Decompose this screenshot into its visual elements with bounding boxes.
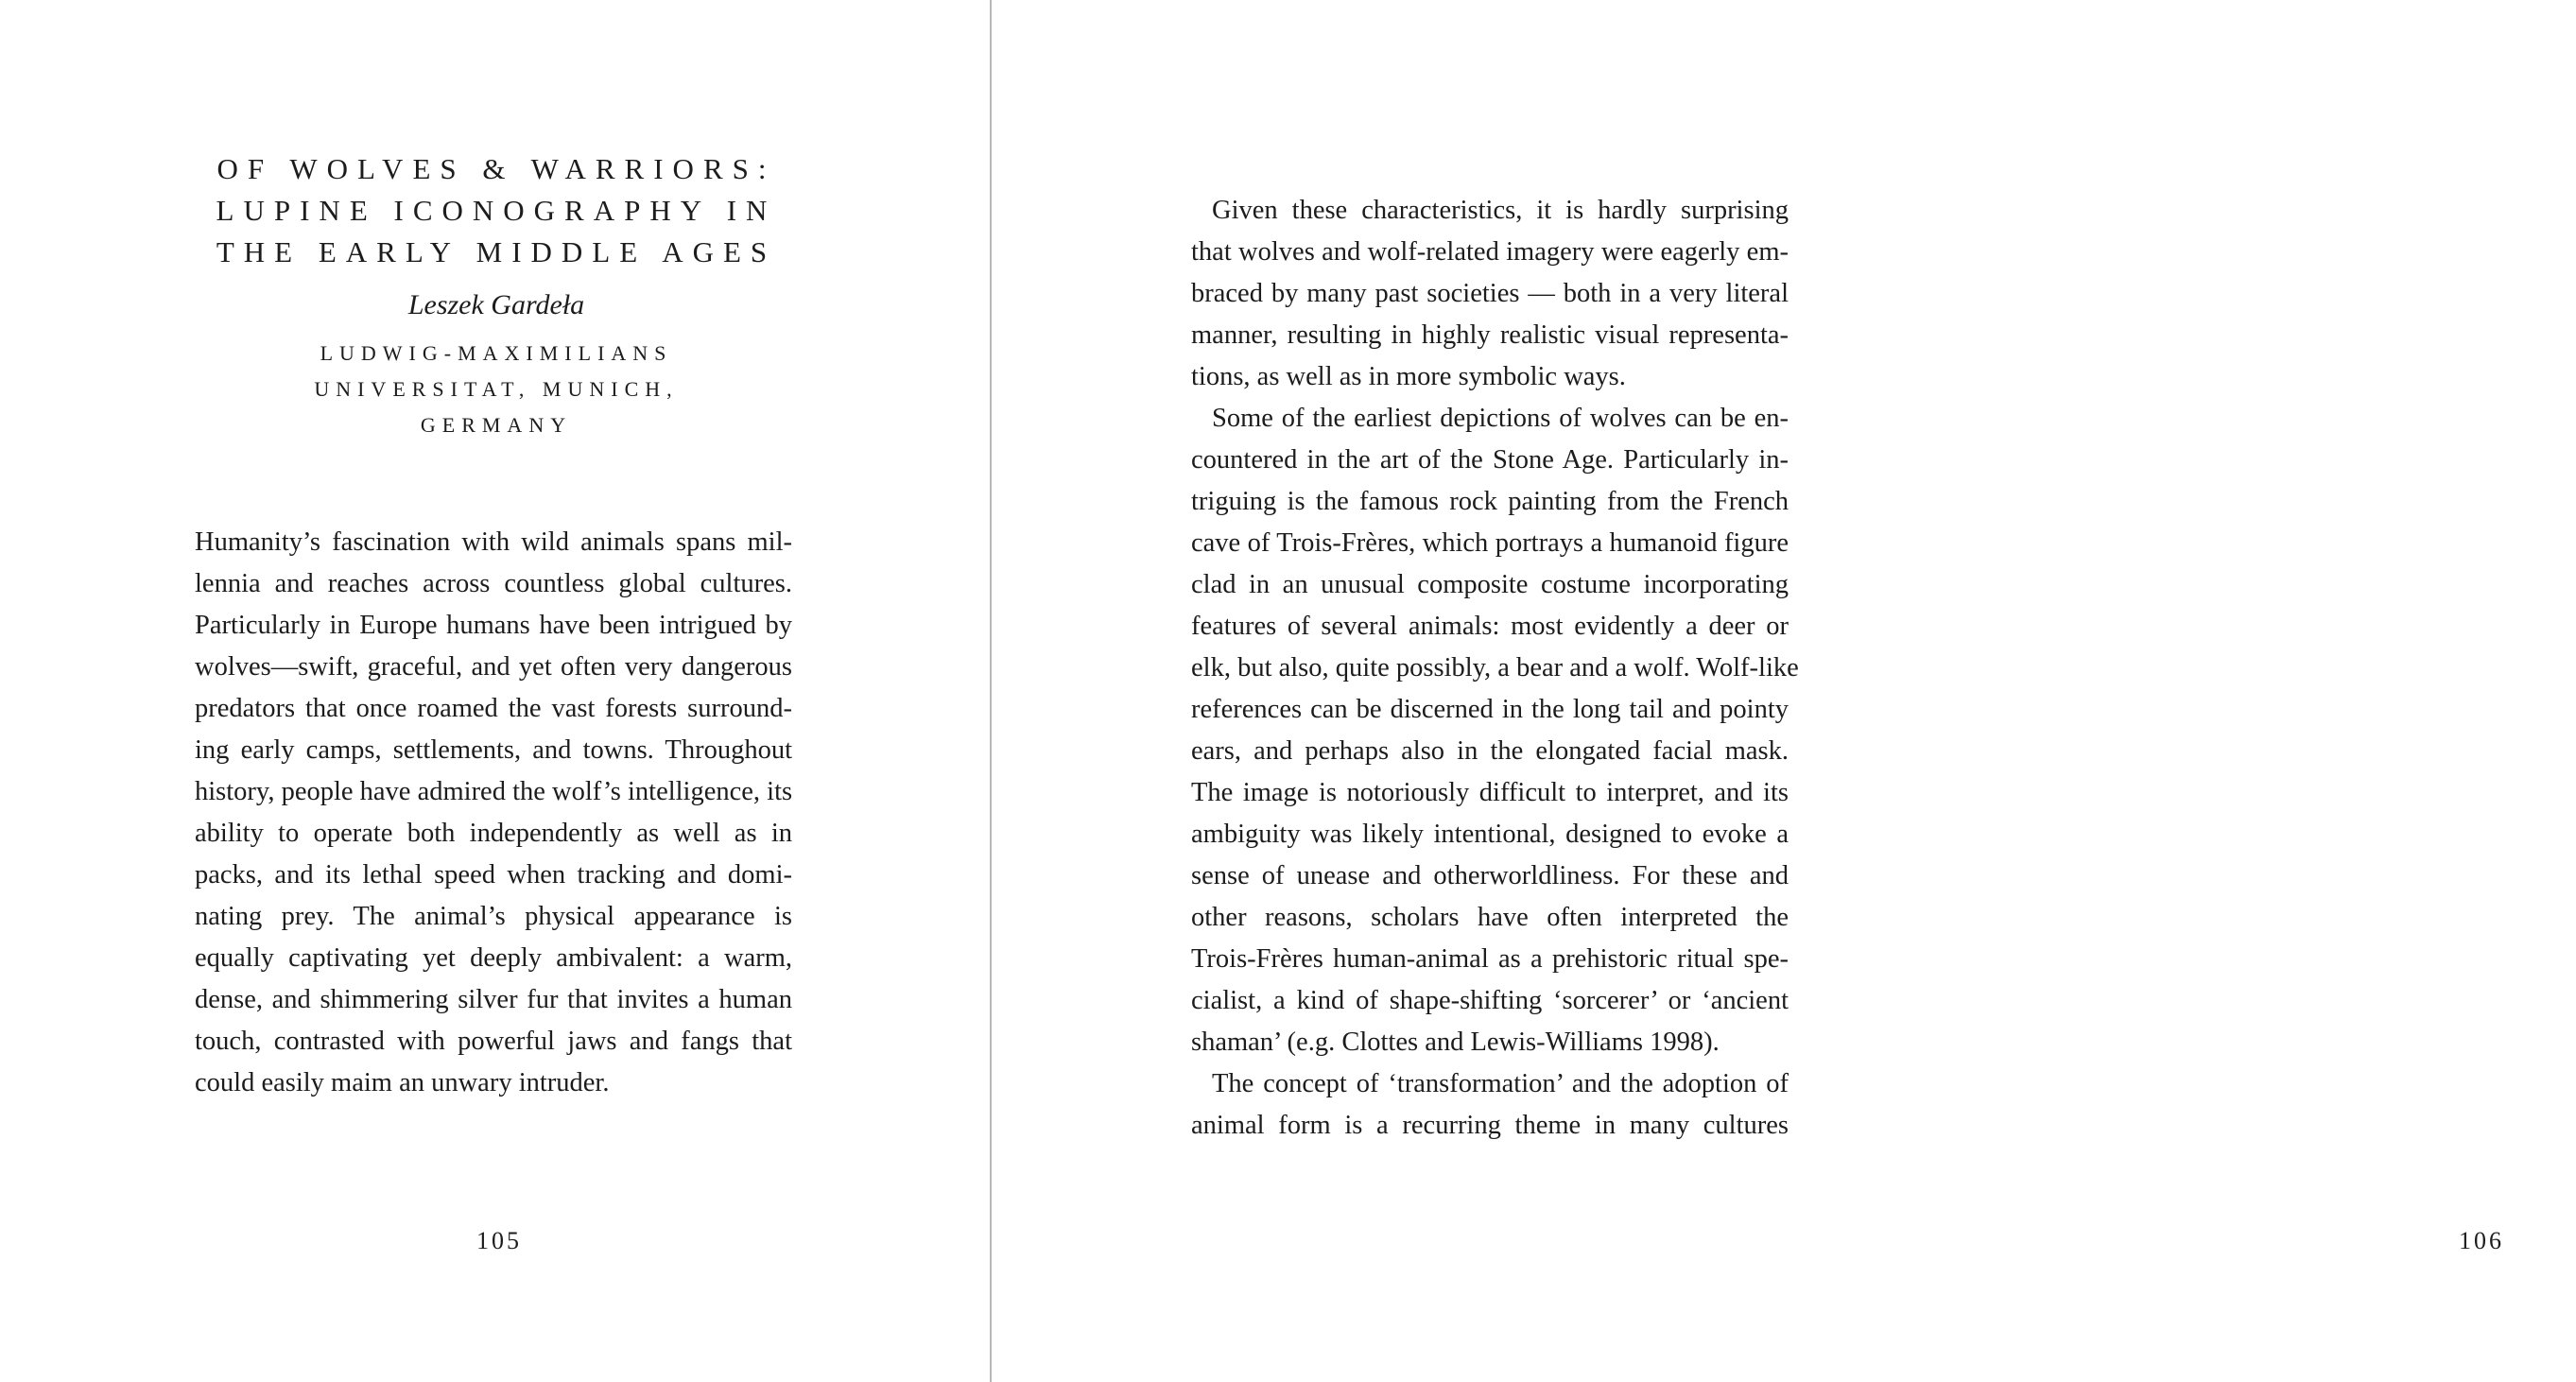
text-line: Trois-Frères human-animal as a prehistoric ritual spe- (1191, 944, 1789, 974)
text-line: other reasons, scholars have often interpreted the (1191, 903, 1789, 932)
text-line: The concept of ‘transformation’ and the adoption of (1212, 1069, 1789, 1098)
author-name: Leszek Gardeła (407, 289, 585, 320)
chapter-title-line: THE EARLY MIDDLE AGES (216, 235, 777, 268)
text-line: lennia and reaches across countless global cultures. (195, 569, 792, 598)
text-line: wolves—swift, graceful, and yet often very dangerous (195, 652, 792, 682)
chapter-heading (194, 148, 799, 443)
right-page (992, 0, 2504, 1382)
text-line: clad in an unusual composite costume incorporating (1191, 570, 1789, 599)
text-line: The image is notoriously difficult to interpret, and its (1191, 778, 1789, 807)
text-line: elk, but also, quite possibly, a bear and a wolf. Wolf-like (1191, 653, 1799, 682)
text-line: references can be discerned in the long tail and pointy (1191, 695, 1789, 724)
text-line: Humanity’s fascination with wild animals spans mil- (195, 527, 792, 557)
text-line: triguing is the famous rock painting from the French (1191, 487, 1789, 516)
text-line: tions, as well as in more symbolic ways. (1191, 362, 1626, 391)
affiliation-line: UNIVERSITAT, MUNICH, (314, 377, 679, 401)
text-line: animal form is a recurring theme in many cultures (1191, 1111, 1789, 1140)
text-line: history, people have admired the wolf’s intelligence, its (195, 777, 793, 806)
chapter-title-line: LUPINE ICONOGRAPHY IN (216, 194, 777, 227)
text-line: cave of Trois-Frères, which portrays a humanoid figure (1191, 528, 1789, 558)
text-line: Particularly in Europe humans have been intrigued by (195, 611, 792, 640)
text-line: Some of the earliest depictions of wolves can be en- (1212, 404, 1789, 433)
text-line: ears, and perhaps also in the elongated facial mask. (1191, 736, 1789, 766)
text-line: predators that once roamed the vast forests surround- (195, 694, 792, 723)
text-line: braced by many past societies — both in a very literal (1191, 279, 1789, 308)
text-line: dense, and shimmering silver fur that invites a human (195, 985, 792, 1014)
text-line: nating prey. The animal’s physical appearance is (195, 902, 792, 931)
text-line: cialist, a kind of shape-shifting ‘sorcerer’ or ‘ancient (1191, 986, 1789, 1015)
text-line: features of several animals: most evidently a deer or (1191, 612, 1789, 641)
right-body-text (1191, 190, 1799, 1147)
author-affiliation (194, 336, 799, 443)
page-number: 106 (2459, 1227, 2504, 1254)
text-line: that wolves and wolf-related imagery were eagerly em- (1191, 237, 1789, 267)
text-line: sense of unease and otherworldliness. For these and (1191, 861, 1789, 890)
text-line: packs, and its lethal speed when tracking and domi- (195, 860, 792, 890)
text-line: equally captivating yet deeply ambivalent: a warm, (195, 943, 792, 973)
text-line: Given these characteristics, it is hardly surprising (1212, 196, 1789, 225)
left-body-paragraph (195, 522, 792, 1104)
text-line: could easily maim an unwary intruder. (195, 1068, 610, 1097)
text-line: manner, resulting in highly realistic visual representa- (1191, 320, 1789, 350)
affiliation-line: LUDWIG-MAXIMILIANS (320, 341, 673, 365)
text-line: ambiguity was likely intentional, designed to evoke a (1191, 820, 1789, 849)
text-line: touch, contrasted with powerful jaws and fangs that (195, 1027, 792, 1056)
text-line: shaman’ (e.g. Clottes and Lewis-Williams 1998). (1191, 1028, 1720, 1057)
text-line: ability to operate both independently as well as in (195, 819, 792, 848)
affiliation-line: GERMANY (420, 413, 573, 437)
page-number: 105 (476, 1227, 522, 1254)
text-line: ing early camps, settlements, and towns. Throughout (195, 735, 792, 765)
chapter-title-line: OF WOLVES & WARRIORS: (216, 152, 776, 185)
left-page (0, 0, 990, 1382)
text-line: countered in the art of the Stone Age. Particularly in- (1191, 445, 1789, 475)
